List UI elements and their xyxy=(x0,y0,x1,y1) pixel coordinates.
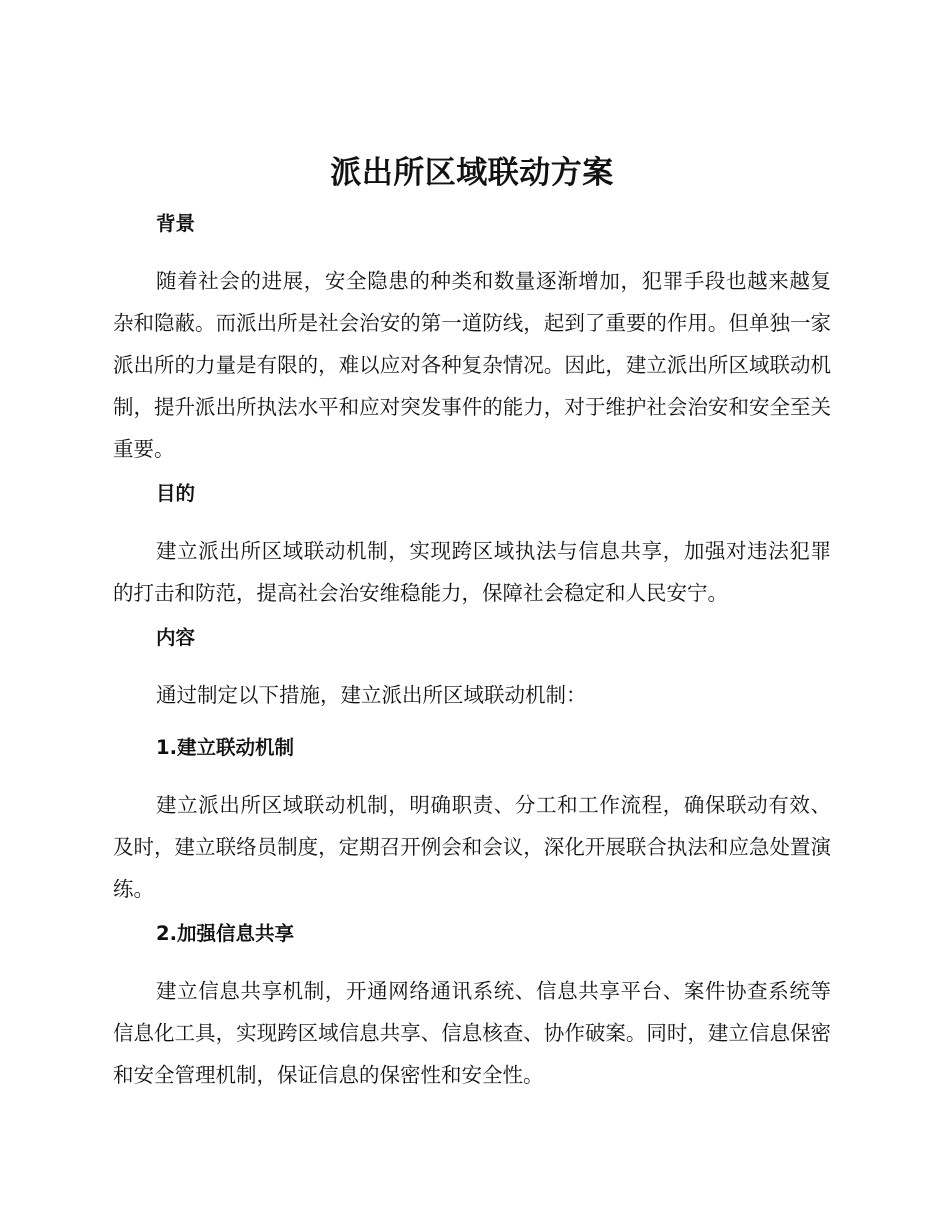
section-paragraph-linkage-mechanism: 建立派出所区域联动机制，明确职责、分工和工作流程，确保联动有效、及时，建立联络员制度，定期召开例会和会议，深化开展联合执法和应急处置演练。 xyxy=(113,793,831,901)
section-paragraph-purpose: 建立派出所区域联动机制，实现跨区域执法与信息共享，加强对违法犯罪的打击和防范，提高社会治安维稳能力，保障社会稳定和人民安宁。 xyxy=(113,539,831,605)
section-heading-background: 背景 xyxy=(156,212,196,235)
section-heading-linkage-mechanism: 1.建立联动机制 xyxy=(156,736,294,759)
document-page xyxy=(113,150,831,1106)
section-heading-information-sharing: 2.加强信息共享 xyxy=(156,922,294,945)
document-title: 派出所区域联动方案 xyxy=(330,155,614,191)
section-heading-purpose: 目的 xyxy=(156,482,196,505)
section-paragraph-content: 通过制定以下措施，建立派出所区域联动机制： xyxy=(156,683,587,707)
section-heading-content: 内容 xyxy=(156,626,196,649)
section-paragraph-background: 随着社会的进展，安全隐患的种类和数量逐渐增加，犯罪手段也越来越复杂和隐蔽。而派出所是社会治安的第一道防线，起到了重要的作用。但单独一家派出所的力量是有限的，难以应对各种复杂情况。因此，建立派出所区域联动机制，提升派出所执法水平和应对突发事件的能力，对于维护社会治安和安全至关重要。 xyxy=(113,269,831,461)
section-paragraph-information-sharing: 建立信息共享机制，开通网络通讯系统、信息共享平台、案件协查系统等信息化工具，实现跨区域信息共享、信息核查、协作破案。同时，建立信息保密和安全管理机制，保证信息的保密性和安全性。 xyxy=(113,979,831,1087)
